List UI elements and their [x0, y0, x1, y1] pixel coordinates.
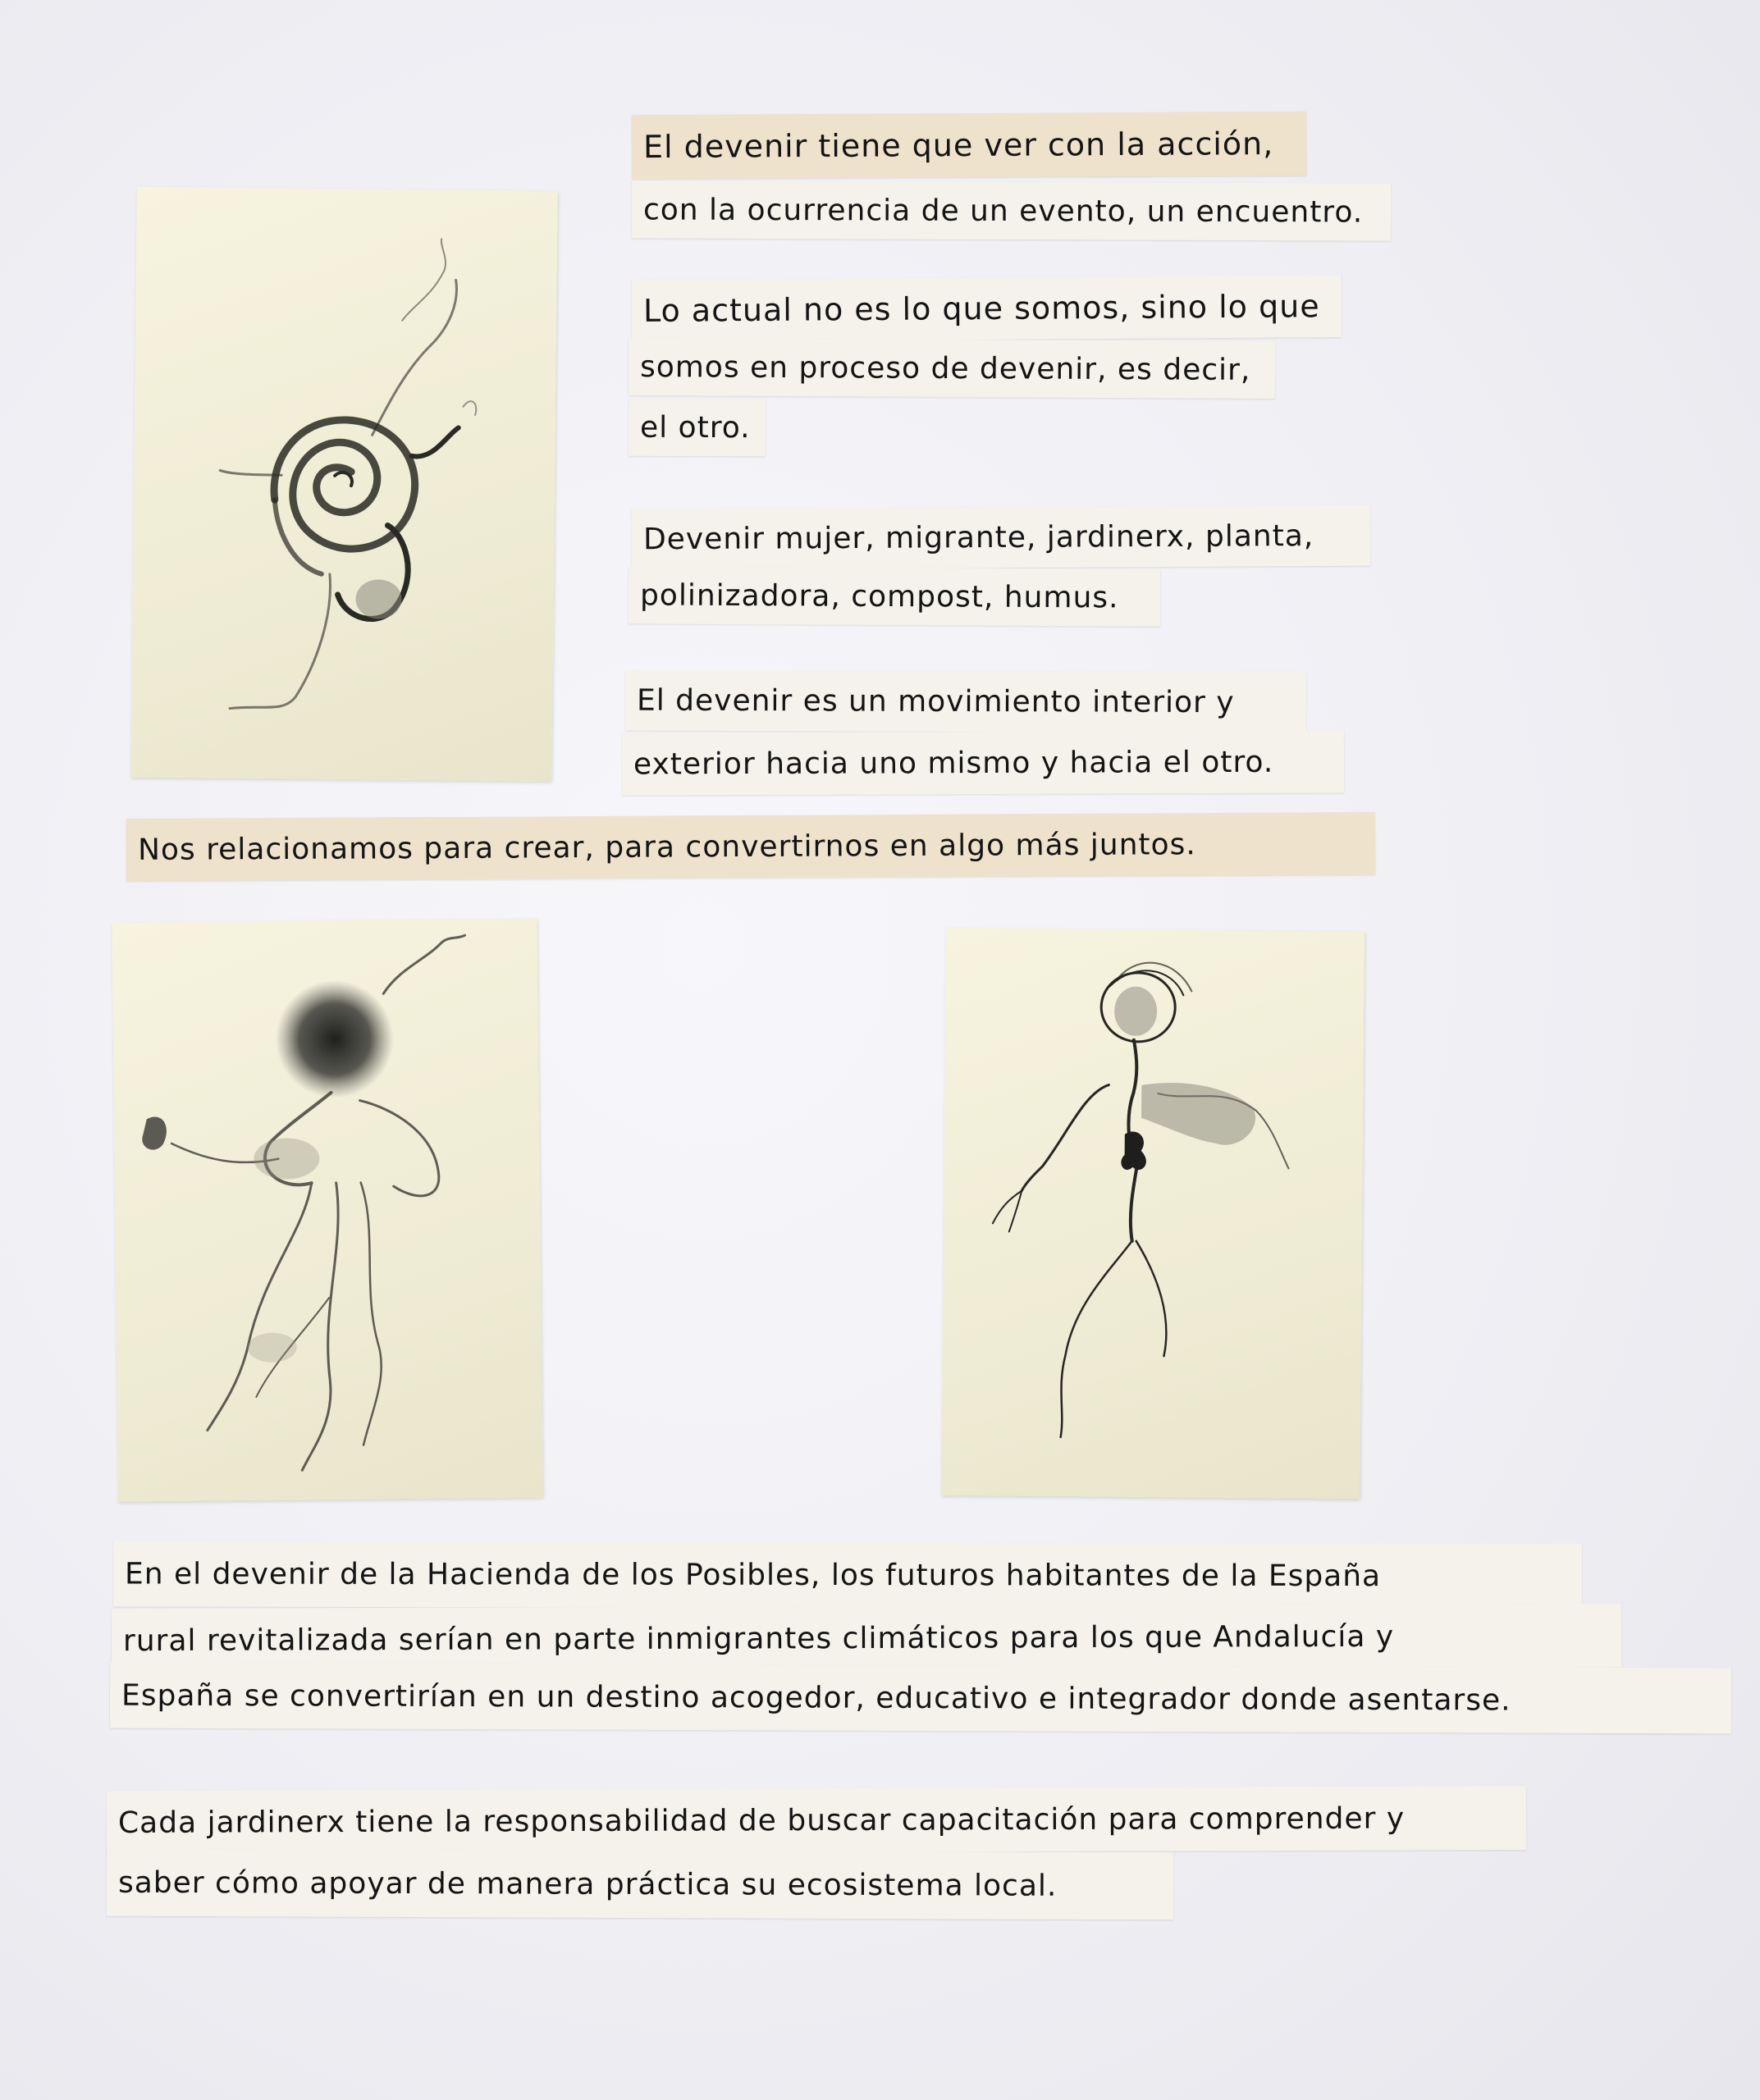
text-strip-10: Nos relacionamos para crear, para convertirnos en algo más juntos. [126, 812, 1375, 881]
ink-drawing-bloom [112, 918, 542, 1501]
bloom-drawing-art [112, 918, 542, 1501]
text-strip-5: el otro. [629, 399, 766, 457]
text-strip-2: con la ocurrencia de un evento, un encuentro. [632, 180, 1391, 240]
ink-drawing-figure [941, 928, 1365, 1499]
text-strip-9: exterior hacia uno mismo y hacia el otro. [622, 730, 1344, 795]
text-strip-11: En el devenir de la Hacienda de los Posibles, los futuros habitantes de la España [113, 1541, 1582, 1609]
text-strip-15: saber cómo apoyar de manera práctica su ecosistema local. [107, 1849, 1173, 1920]
text-strip-6: Devenir mujer, migrante, jardinerx, planta, [632, 505, 1370, 570]
text-strip-1: El devenir tiene que ver con la acción, [632, 112, 1306, 179]
figure-drawing-art [941, 928, 1365, 1499]
text-strip-4: somos en proceso de devenir, es decir, [629, 338, 1275, 399]
text-strip-3: Lo actual no es lo que somos, sino lo que [632, 275, 1342, 342]
spiral-drawing-art [130, 186, 558, 781]
ink-drawing-spiral [130, 186, 558, 781]
text-strip-8: El devenir es un movimiento interior y [625, 670, 1306, 733]
text-strip-7: polinizadora, compost, humus. [629, 566, 1160, 626]
text-strip-13: España se convertirían en un destino acogedor, educativo e integrador donde asentarse. [110, 1663, 1731, 1734]
text-strip-12: rural revitalizada serían en parte inmigrantes climáticos para los que Andalucía y [112, 1604, 1621, 1673]
text-strip-14: Cada jardinerx tiene la responsabilidad de buscar capacitación para comprender y [107, 1786, 1526, 1855]
